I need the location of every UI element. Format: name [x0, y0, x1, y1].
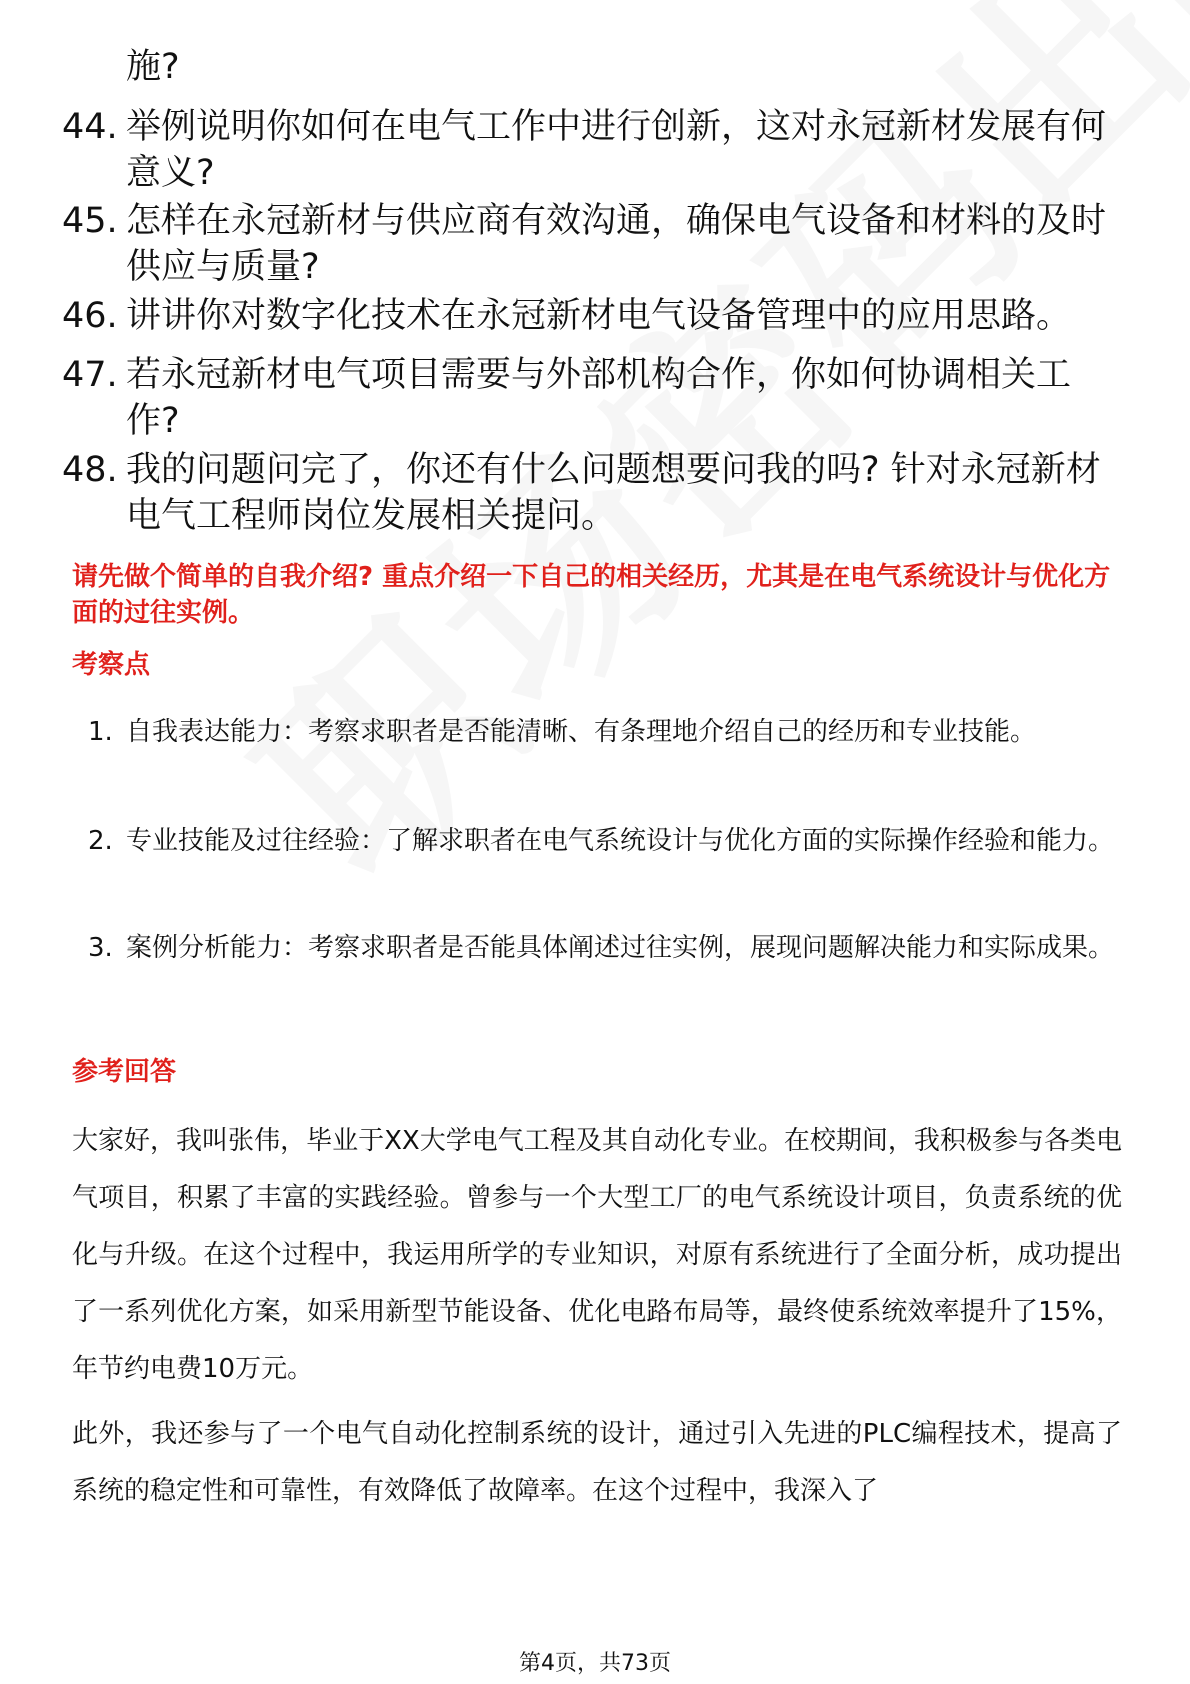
- page-footer: 第4页，共73页: [519, 1651, 671, 1676]
- answer-paragraph: 大家好，我叫张伟，毕业于XX大学电气工程及其自动化专业。在校期间，我积极参与各类电气项目，积累了丰富的实践经验。曾参与一个大型工厂的电气系统设计项目，负责系统的优化与升级。在这个过程中，我运用所学的专业知识，对原有系统进行了全面分析，成功提出了一系列优化方案，如采用新型节能设备、优化电路布局等，最终使系统效率提升了15%，年节约电费10万元。: [72, 1126, 1122, 1384]
- point-text: 案例分析能力：考察求职者是否能具体阐述过往实例，展现问题解决能力和实际成果。: [126, 933, 1115, 963]
- question-text: 举例说明你如何在电气工作中进行创新，这对永冠新材发展有何意义?: [126, 107, 1107, 193]
- question-number: 45.: [62, 201, 118, 241]
- point-text: 自我表达能力：考察求职者是否能清晰、有条理地介绍自己的经历和专业技能。: [126, 717, 1037, 747]
- point-number: 3.: [88, 933, 113, 963]
- question-item: [62, 198, 1122, 290]
- point-number: 2.: [88, 826, 113, 856]
- point-item: [88, 813, 1128, 870]
- points-label: 考察点: [72, 650, 151, 680]
- question-number: 44.: [62, 107, 118, 147]
- answer-label: 参考回答: [72, 1057, 177, 1087]
- question-item: [62, 447, 1122, 539]
- question-item: [62, 293, 1122, 339]
- point-item: [88, 920, 1128, 977]
- question-number: 48.: [62, 450, 118, 490]
- question-number: 46.: [62, 296, 118, 336]
- question-item: [62, 352, 1122, 444]
- question-text: 怎样在永冠新材与供应商有效沟通，确保电气设备和材料的及时供应与质量?: [126, 201, 1107, 287]
- point-item: [88, 704, 1128, 761]
- point-text: 专业技能及过往经验：了解求职者在电气系统设计与优化方面的实际操作经验和能力。: [126, 826, 1115, 856]
- question-text: 讲讲你对数字化技术在永冠新材电气设备管理中的应用思路。: [126, 296, 1072, 336]
- question-continuation: 施?: [126, 47, 180, 87]
- question-number: 47.: [62, 355, 118, 395]
- question-item: [62, 104, 1122, 196]
- question-heading: 请先做个简单的自我介绍? 重点介绍一下自己的相关经历，尤其是在电气系统设计与优化方面的过往实例。: [72, 562, 1111, 628]
- question-text: 我的问题问完了，你还有什么问题想要问我的吗? 针对永冠新材电气工程师岗位发展相关提问。: [126, 450, 1101, 536]
- answer-paragraph: 此外，我还参与了一个电气自动化控制系统的设计，通过引入先进的PLC编程技术，提高了系统的稳定性和可靠性，有效降低了故障率。在这个过程中，我深入了: [72, 1419, 1122, 1506]
- point-number: 1.: [88, 717, 113, 747]
- question-text: 若永冠新材电气项目需要与外部机构合作，你如何协调相关工作?: [126, 355, 1072, 441]
